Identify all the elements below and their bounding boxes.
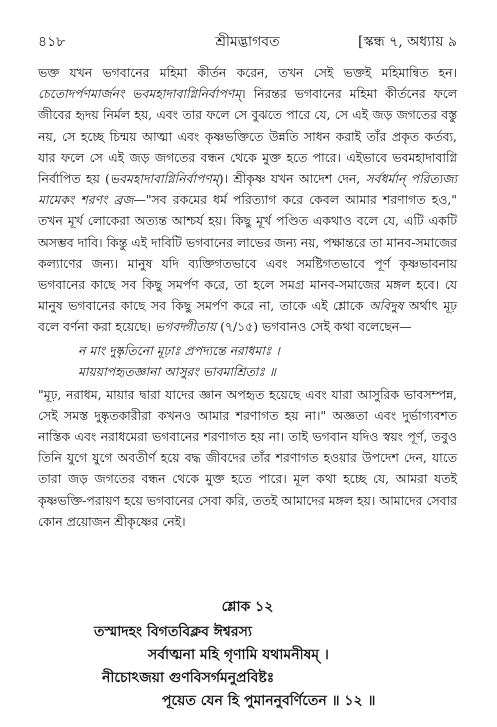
gita-quote-line-1: ন মাং দুষ্কৃতিনো মূঢ়াঃ প্রপদ্যন্তে নরাধমাঃ ।: [78, 342, 280, 358]
verse-line-3: নীচোঽজয়া গুণবিসর্গমনুপ্রবিষ্টঃ: [102, 670, 275, 686]
verse-title: শ্লোক ১২: [221, 599, 274, 615]
gita-quote: [78, 340, 457, 382]
text-run: । নিরন্তর ভগবানের মহিমা কীর্তনের ফলে জীবের হৃদয় নির্মল হয়, এবং তার ফলে সে বুঝতে পারে যে, সে এই জড় জগতের বস্তু নয়, সে হচ্ছে চিন্ময় আত্মা এবং কৃষ্ণভক্তিতে উন্নতি সাধন করাই তাঁর প্রকৃত কর্তব্য, যার ফলে সে এই জড় জগতের বন্ধন থেকে মুক্ত হতে পারে। এইভাবে ভবমহাদাবাগ্নি নির্বাপিত হয় (: [38, 86, 457, 187]
text-run: )। শ্রীকৃষ্ণ যখন আদেশ দেন,: [218, 171, 366, 187]
book-title: শ্রীমদ্ভাগবত: [215, 34, 280, 50]
verse-block: [38, 596, 457, 713]
italic-phrase: অবিদুষ: [368, 298, 404, 314]
purport-body: [38, 62, 457, 532]
text-run: অর্থাৎ মূঢ় বলে বর্ণনা করা হয়েছে।: [38, 298, 458, 335]
italic-phrase: সর্বধর্মান্ পরিত্যজ্য মামেকং শরণং ব্রজ: [38, 171, 457, 208]
italic-phrase: ভবমহাদাবাগ্নিনির্বাপণম্: [109, 171, 219, 187]
purport-paragraph-2: "মূঢ়, নরাধম, মায়ার দ্বারা যাদের জ্ঞান অপহৃত হয়েছে এবং যারা আসুরিক ভাবসম্পন্ন, সেই সমস্ত দুষ্কৃতকারীরা কখনও আমার শরণাগত হয় না।" অজ্ঞতা এবং দুর্ভাগ্যবশত নাস্তিক এবং নরাধমেরা ভগবানের শরণাগত হয় না। তাই ভগবান যদিও স্বয়ং পূর্ণ, তবুও তিনি যুগে যুগে অবতীর্ণ হয়ে বদ্ধ জীবদের তাঁর শরণাগত হওয়ার উপদেশ দেন, যাতে তারা জড় জগতের বন্ধন থেকে মুক্ত হতে পারে। মূল কথা হচ্ছে যে, আমরা যতই কৃষ্ণভক্তি-পরায়ণ হয়ে ভগবানের সেবা করি, ততই আমাদের মঙ্গল হয়। আমাদের সেবার কোন প্রয়োজন শ্রীকৃষ্ণের নেই।: [38, 386, 457, 529]
text-run: ভক্ত যখন ভগবানের মহিমা কীর্তন করেন, তখন সেই ভক্তই মহিমান্বিত হন।: [38, 65, 457, 80]
chapter-reference: [স্কন্ধ ৭, অধ্যায় ৯: [358, 34, 457, 50]
text-run: —"সব রকমের ধর্ম পরিত্যাগ করে কেবল আমার শরণাগত হও," তখন মূর্খ লোকেরা অত্যন্ত আশ্চর্য হয়। কিছু মূর্খ পণ্ডিত একথাও বলে যে, এটি একটি অসম্ভব দাবি। কিন্তু এই দাবিটি ভগবানের লাভের জন্য নয়, পক্ষান্তরে তা মানব-সমাজের কল্যাণের জন্য। মানুষ যদি ব্যক্তিগতভাবে এবং সমষ্টিগতভাবে পূর্ণ কৃষ্ণভাবনায় ভগবানের কাছে সব কিছু সমর্পণ করে, তা হলে সমগ্র মানব-সমাজের মঙ্গল হবে। যে মানুষ ভগবানের কাছে সব কিছু সমর্পণ করে না, তাকে এই শ্লোকে: [38, 192, 457, 314]
italic-phrase: চেতোদর্পণমার্জনং ভবমহাদাবাগ্নিনির্বাপণম্: [38, 86, 242, 102]
text-run: (৭/১৫) ভগবানও সেই কথা বলেছেন—: [216, 319, 412, 335]
verse-line-2: সর্বাত্মনা মহি গৃণামি যথামনীষম্ ।: [148, 647, 329, 663]
purport-paragraph-1: [38, 62, 457, 338]
verse-line-4: পূয়েত যেন হি পুমাননুবর্ণিতেন ॥ ১২ ॥: [162, 693, 376, 709]
gita-quote-line-2: মায়য়াপহৃতজ্ঞানা আসুরং ভাবমাশ্রিতাঃ ॥: [78, 363, 276, 379]
page-number: ৪১৮: [38, 34, 66, 50]
page-header: [38, 30, 457, 52]
verse-line-1: তস্মাদহং বিগতবিক্লব ঈশ্বরস্য: [94, 624, 252, 640]
italic-phrase: ভগবদ্গীতায়: [155, 319, 217, 335]
